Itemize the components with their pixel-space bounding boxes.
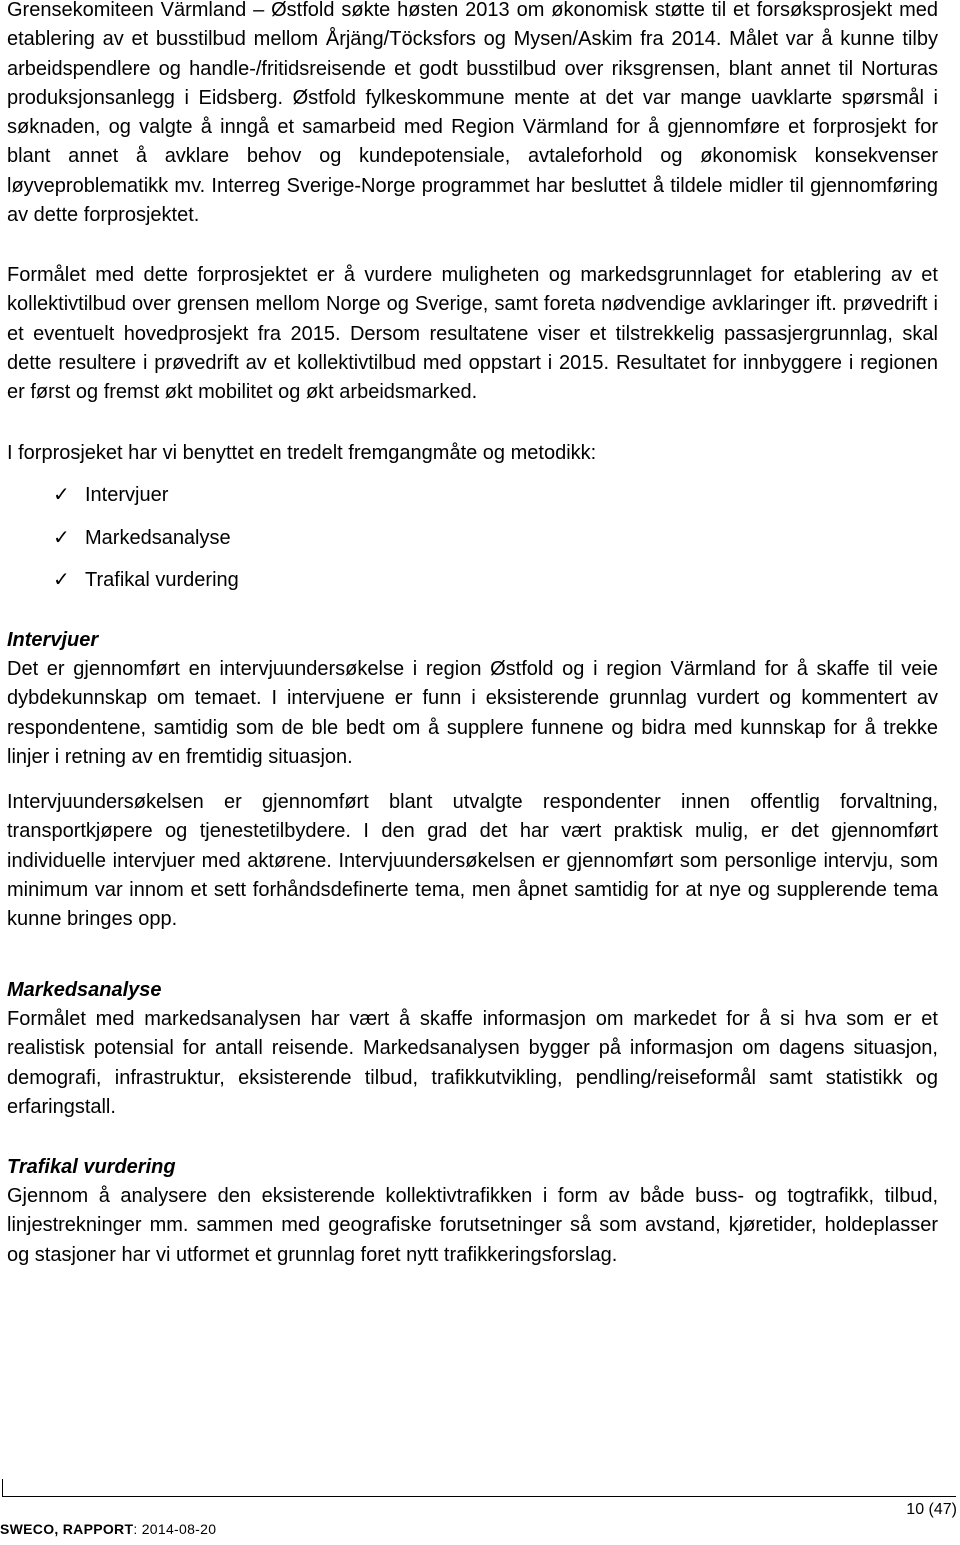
section-body-trafikal: Gjennom å analysere den eksisterende kollektivtrafikken i form av både buss- og togtrafikk, tilbud, linjestrekninger mm. sammen med geografiske forutsetninger så som avstand, kjøretider, holdeplasser og stasjoner har vi utformet et grunnlag foret nytt trafikkeringsforslag. [7,1185,938,1266]
footer-date: : 2014-08-20 [133,1521,217,1537]
section-heading-markedsanalyse: Markedsanalyse [7,979,162,1001]
section-heading-trafikal: Trafikal vurdering [7,1156,176,1178]
checklist-item-label: Trafikal vurdering [85,569,239,591]
method-intro-paragraph: I forprosjeket har vi benyttet en tredelt fremgangmåte og metodikk: [7,442,597,464]
checkmark-icon: ✓ [53,569,70,591]
section-intervjuer [7,626,938,772]
checkmark-icon: ✓ [53,484,70,506]
footer-divider-tick [2,1479,3,1496]
checklist-item [53,481,239,524]
section-trafikal-vurdering [7,1153,938,1270]
purpose-paragraph: Formålet med dette forprosjektet er å vurdere muligheten og markedsgrunnlaget for etablering av et kollektivtilbud over grensen mellom Norge og Sverige, samt foreta nødvendige avklaringer ift. prøvedrift i et eventuelt hovedprosjekt fra 2015. Dersom resultatene viser et tilstrekkelig passasjergrunnlag, skal dette resultere i prøvedrift av et kollektivtilbud med oppstart i 2015. Resultatet for innbyggere i regionen er først og fremst økt mobilitet og økt arbeidsmarked. [7,264,938,404]
checklist-item [53,524,239,567]
footer-company: SWECO, RAPPORT [0,1521,134,1537]
section-heading-intervjuer: Intervjuer [7,629,99,651]
checklist-item [53,566,239,609]
intro-paragraph: Grensekomiteen Värmland – Østfold søkte høsten 2013 om økonomisk støtte til et forsøksprosjekt med etablering av et busstilbud mellom Årjäng/Töcksfors og Mysen/Askim fra 2014. Målet var å kunne tilby arbeidspendlere og handle-/fritidsreisende et godt busstilbud over riksgrensen, blant annet til Norturas produksjonsanlegg i Eidsberg. Østfold fylkeskommune mente at det var mange uavklarte spørsmål i søknaden, og valgte å inngå et samarbeid med Region Värmland for å gjennomføre et forprosjekt for blant annet å avklare behov og kundepotensiale, avtaleforhold og økonomisk konsekvenser løyveproblematikk mv. Interreg Sverige-Norge programmet har besluttet å tildele midler til gjennomføring av dette forprosjektet. [7,0,938,227]
checklist-item-label: Markedsanalyse [85,526,231,549]
footer-divider [2,1496,956,1497]
section-markedsanalyse [7,976,938,1122]
footer-report-info [0,1520,216,1538]
section-body-intervjuer-2: Intervjuundersøkelsen er gjennomført blant utvalgte respondenter innen offentlig forvaltning, transportkjøpere og tjenestetilbydere. I den grad det har vært praktisk mulig, er det gjennomført individuelle intervjuer med aktørene. Intervjuundersøkelsen er gjennomført som personlige intervju, som minimum var innom et sett forhåndsdefinerte tema, men åpnet samtidig for at nye og supplerende tema kunne bringes opp. [7,791,938,931]
section-body-intervjuer: Det er gjennomført en intervjuundersøkelse i region Østfold og i region Värmland for å skaffe til veie dybdekunnskap om temaet. I intervjuene er funn i eksisterende grunnlag vurdert og kommentert av respondentene, samtidig som de ble bedt om å supplere funnene og bidra med kunnskap for å trekke linjer i retning av en fremtidig situasjon. [7,658,938,768]
checklist-item-label: Intervjuer [85,484,169,506]
checkmark-icon: ✓ [53,526,70,549]
section-body-markedsanalyse: Formålet med markedsanalysen har vært å skaffe informasjon om markedet for å si hva som er et realistisk potensial for antall reisende. Markedsanalysen bygger på informasjon om dagens situasjon, demografi, infrastruktur, eksisterende tilbud, trafikkutvikling, pendling/reiseformål samt statistikk og erfaringstall. [7,1008,938,1118]
page-number: 10 (47) [906,1501,957,1518]
method-checklist [53,481,239,609]
